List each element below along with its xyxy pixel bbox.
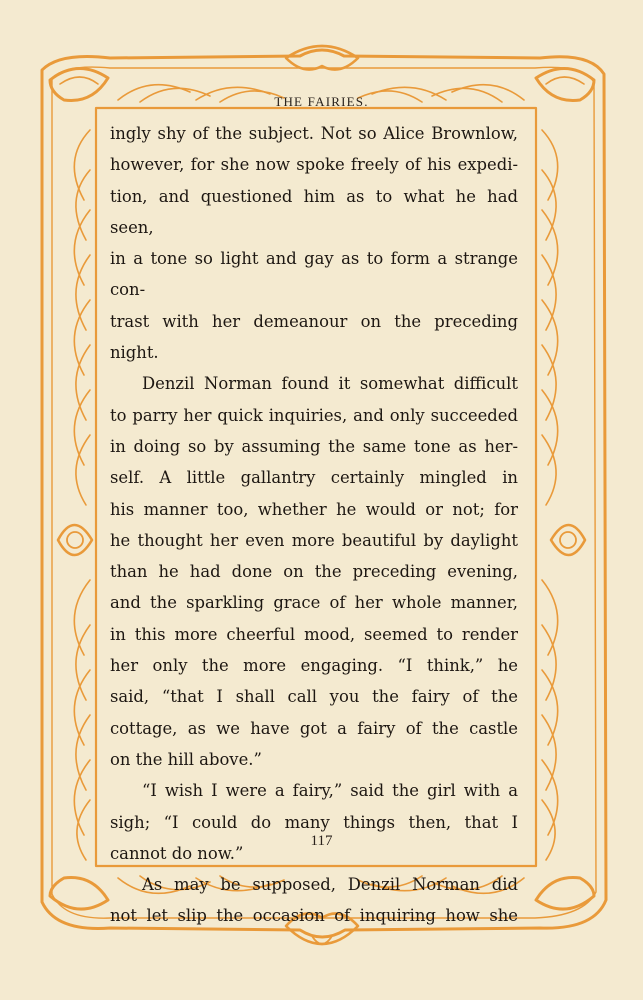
text-line: her only the more engaging. “I think,” he	[110, 656, 518, 676]
text-line: in a tone so light and gay as to form a strange con-	[110, 249, 518, 300]
text-line: Denzil Norman found it somewhat difficult	[142, 374, 518, 394]
text-line: cannot do now.”	[110, 843, 244, 863]
text-line: in doing so by assuming the same tone as her-	[110, 436, 518, 456]
text-line: As may be supposed, Denzil Norman did	[142, 875, 518, 895]
text-line: sigh; “I could do many things then, that I	[110, 812, 518, 832]
text-line: than he had done on the preceding evening,	[110, 562, 518, 582]
text-line: however, for she now spoke freely of his expedi-	[110, 155, 518, 175]
text-line: not let slip the occasion of inquiring how she	[110, 906, 518, 926]
text-line: cottage, as we have got a fairy of the castle	[110, 718, 518, 738]
text-line: in this more cheerful mood, seemed to render	[110, 624, 518, 644]
text-line: and the sparkling grace of her whole manner,	[110, 593, 518, 613]
text-line: trast with her demeanour on the preceding night.	[110, 311, 518, 363]
text-line: on the hill above.”	[110, 749, 262, 769]
text-line: he thought her even more beautiful by daylight	[110, 530, 518, 550]
text-line: “I wish I were a fairy,” said the girl with a	[142, 781, 518, 801]
running-head: THE FAIRIES.	[274, 94, 369, 109]
text-line: to parry her quick inquiries, and only succeeded	[110, 405, 518, 425]
body-text	[110, 118, 518, 932]
text-line: said, “that I shall call you the fairy of the	[110, 687, 518, 707]
page-number: 117	[310, 833, 333, 849]
text-line: his manner too, whether he would or not; for	[110, 499, 518, 519]
text-line: self. A little gallantry certainly mingled in	[110, 468, 518, 488]
text-line: tion, and questioned him as to what he had seen,	[110, 186, 518, 237]
text-line: ingly shy of the subject. Not so Alice Brownlow,	[110, 124, 518, 143]
